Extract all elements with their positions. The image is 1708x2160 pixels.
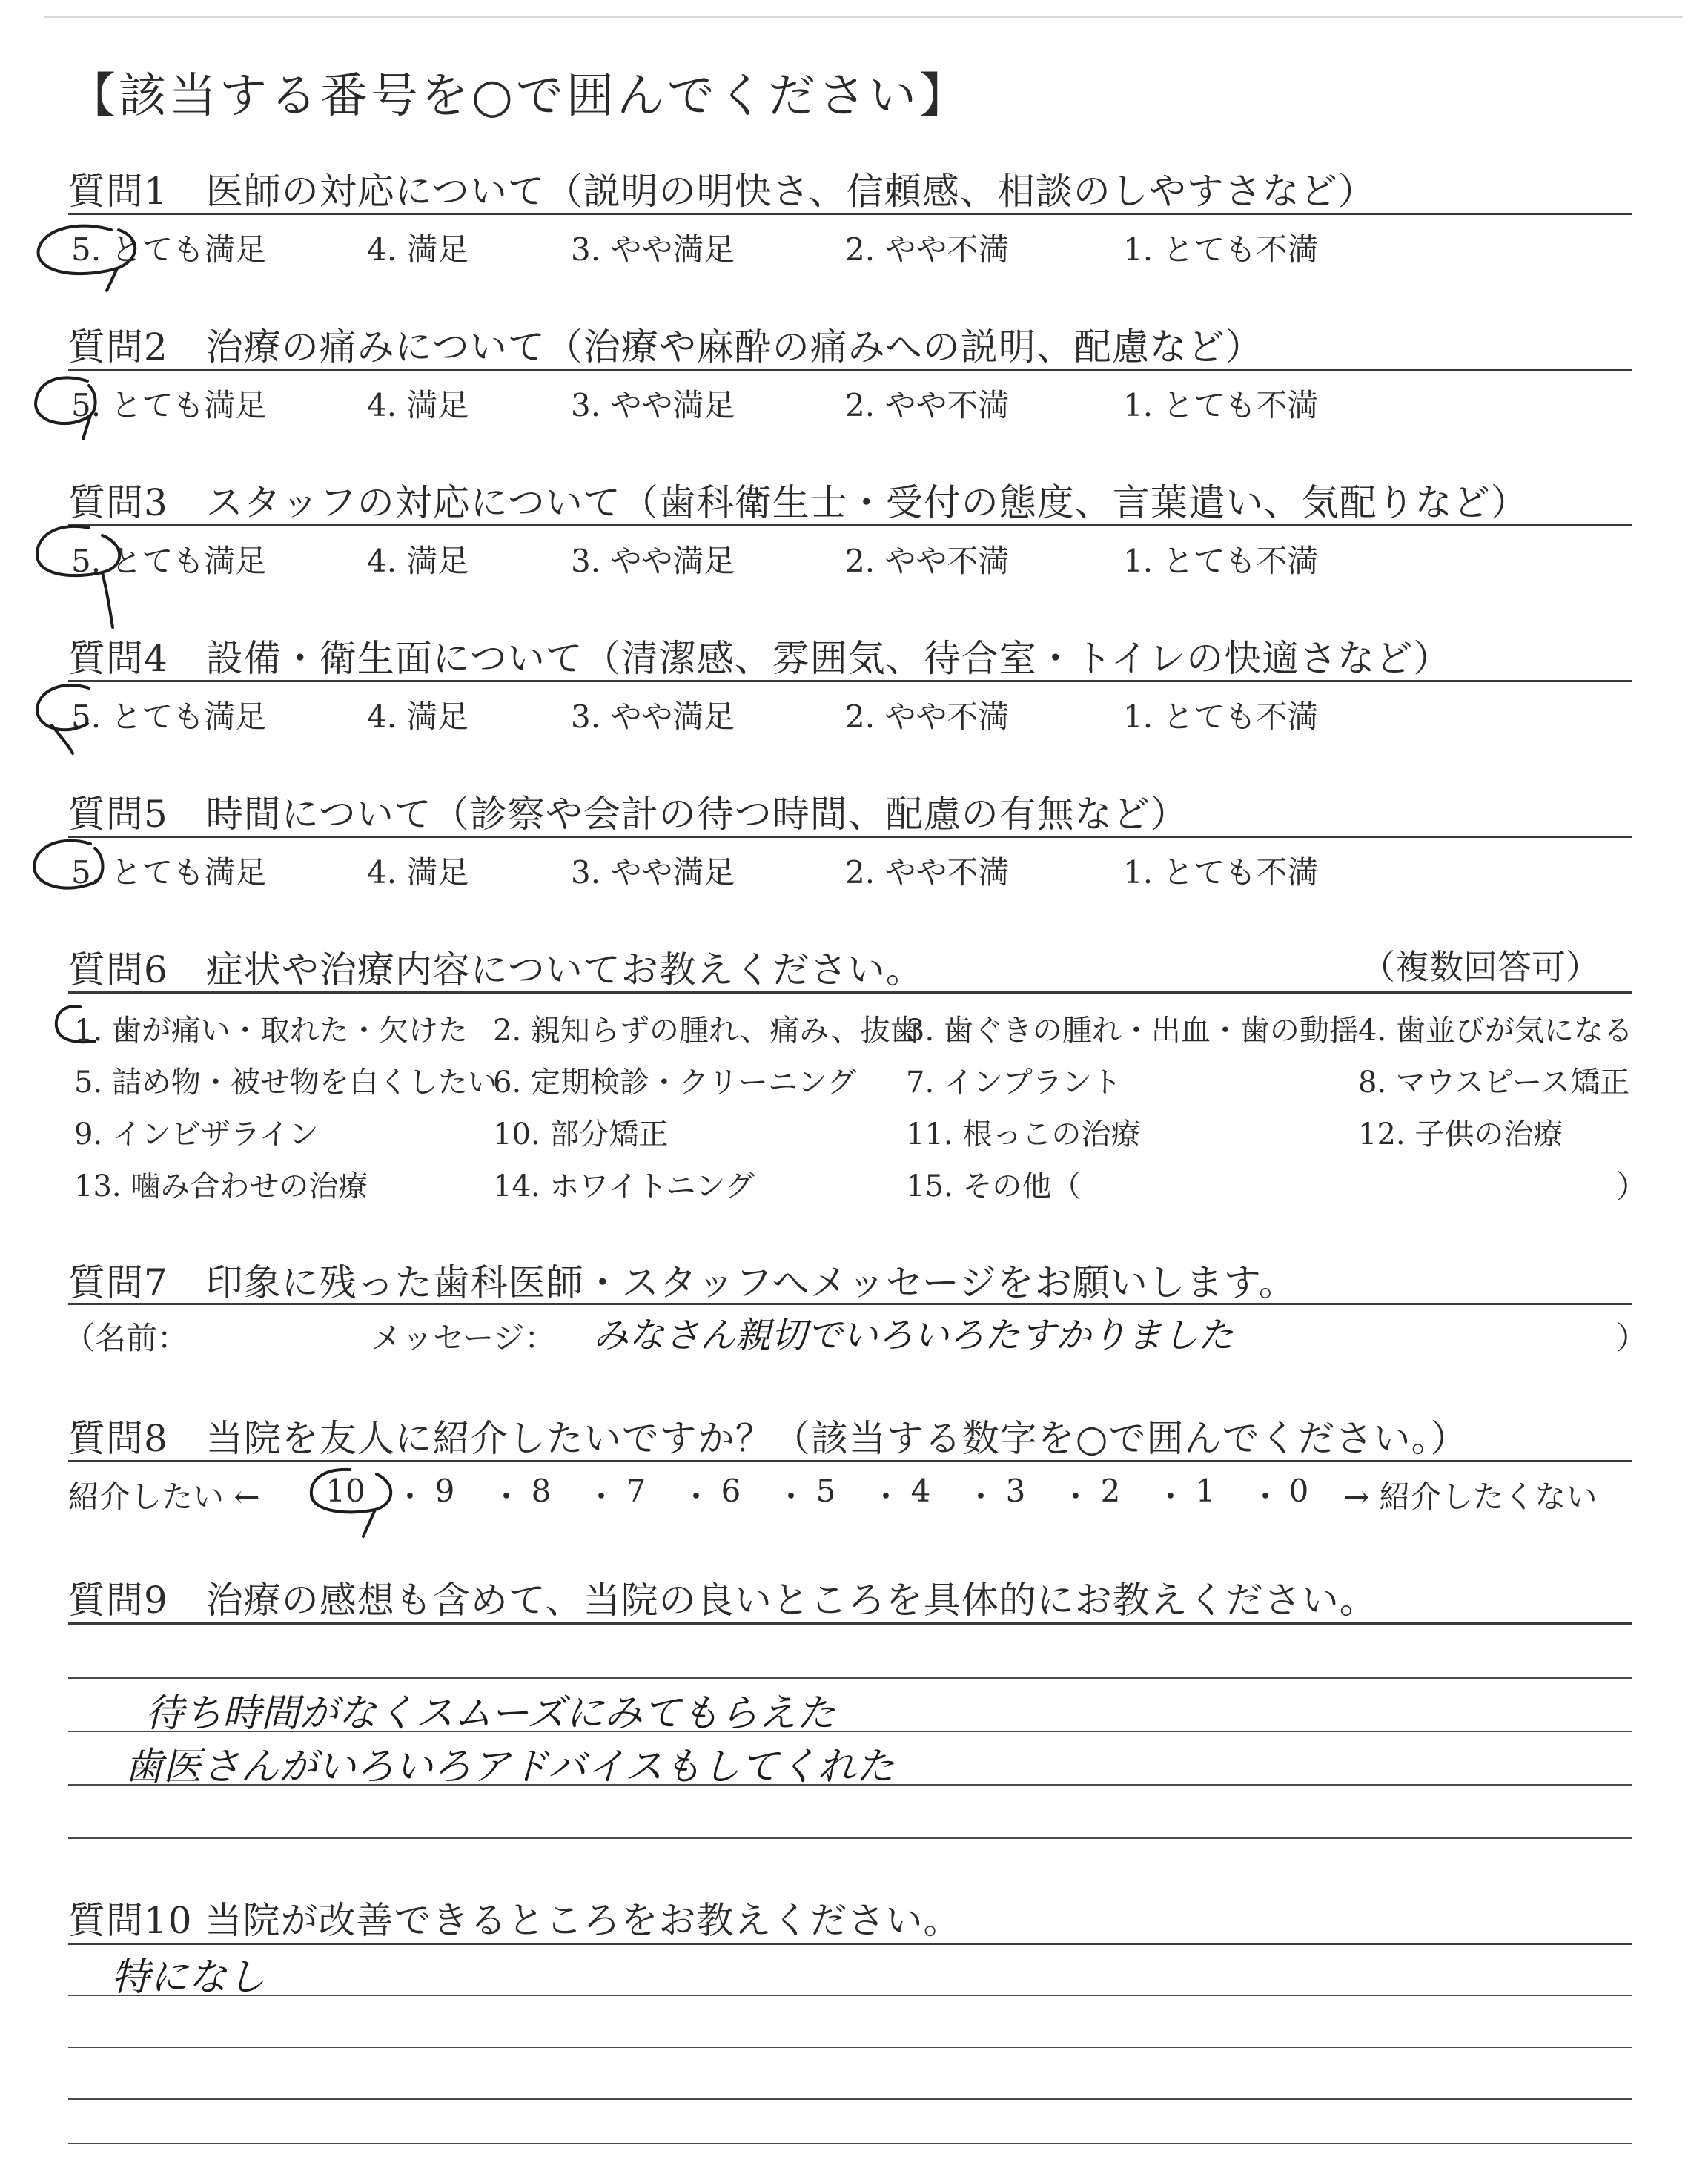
q1-option-3[interactable]: 3. やや満足 (571, 231, 735, 268)
question-1-rule (68, 213, 1632, 215)
q5-option-3[interactable]: 3. やや満足 (571, 854, 735, 891)
q3-option-4[interactable]: 4. 満足 (367, 543, 469, 579)
q4-option-4[interactable]: 4. 満足 (367, 698, 469, 735)
scale-8[interactable]: 8 (531, 1473, 552, 1509)
answer-line (68, 2098, 1632, 2100)
question-1: 質問1 医師の対応について（説明の明快さ、信頼感、相談のしやすさなど） (68, 170, 1376, 213)
question-6-note: （複数回答可） (1361, 947, 1600, 987)
symptom-15-close-paren: ） (1616, 1169, 1648, 1205)
q4-option-1[interactable]: 1. とても不満 (1123, 698, 1319, 735)
q3-option-1[interactable]: 1. とても不満 (1123, 543, 1319, 579)
symptom-12[interactable]: 12. 子供の治療 (1358, 1117, 1563, 1152)
q5-circle-mark (27, 833, 116, 908)
q3-option-2[interactable]: 2. やや不満 (845, 543, 1010, 579)
q1-option-1[interactable]: 1. とても不満 (1123, 231, 1319, 268)
scale-separator: ・ (870, 1479, 902, 1515)
q5-option-5[interactable]: 5. とても満足 (71, 854, 267, 891)
question-9-rule (68, 1622, 1632, 1625)
symptom-14[interactable]: 14. ホワイトニング (493, 1169, 755, 1203)
q3-option-3[interactable]: 3. やや満足 (571, 543, 735, 579)
q3-circle-mark (30, 519, 126, 630)
answer-line (68, 1995, 1632, 1996)
scale-9[interactable]: 9 (434, 1473, 455, 1509)
q8-circle-mark (304, 1462, 400, 1544)
symptom-15[interactable]: 15. その他（ (906, 1169, 1082, 1203)
scale-right-label: → 紹介したくない (1343, 1479, 1598, 1515)
question-9: 質問9 治療の感想も含めて、当院の良いところを具体的にお教えください。 (68, 1579, 1377, 1622)
question-3-rule (68, 524, 1632, 526)
scale-left-label: 紹介したい ← (68, 1479, 260, 1515)
scale-separator: ・ (1060, 1479, 1092, 1515)
question-8: 質問8 当院を友人に紹介したいですか？（該当する数字を○で囲んでください。） (68, 1417, 1469, 1460)
scale-separator: ・ (491, 1479, 523, 1515)
q2-option-1[interactable]: 1. とても不満 (1123, 387, 1319, 423)
answer-line (68, 2047, 1632, 2048)
q2-option-2[interactable]: 2. やや不満 (845, 387, 1010, 423)
scale-3[interactable]: 3 (1005, 1473, 1026, 1509)
q2-option-5[interactable]: 5. とても満足 (71, 387, 267, 423)
q4-option-3[interactable]: 3. やや満足 (571, 698, 735, 735)
q4-circle-mark (30, 676, 111, 758)
q6-circle-mark (50, 1001, 125, 1053)
scale-7[interactable]: 7 (626, 1473, 646, 1509)
page-title: 【該当する番号を○で囲んでください】 (68, 69, 970, 124)
scale-separator: ・ (394, 1479, 426, 1515)
question-10: 質問10 当院が改善できるところをお教えください。 (68, 1899, 961, 1942)
question-8-rule (68, 1460, 1632, 1462)
scale-4[interactable]: 4 (910, 1473, 931, 1509)
symptom-5[interactable]: 5. 詰め物・被せ物を白くしたい (74, 1066, 497, 1100)
message-answer[interactable]: みなさん親切でいろいろたすかりました (593, 1315, 1234, 1356)
scale-separator: ・ (965, 1479, 997, 1515)
scale-10[interactable]: 10 (325, 1473, 365, 1509)
q1-circle-mark (30, 217, 141, 298)
symptom-2[interactable]: 2. 親知らずの腫れ、痛み、抜歯 (493, 1014, 920, 1048)
scale-separator: ・ (1155, 1479, 1187, 1515)
name-label: （名前： (64, 1320, 189, 1356)
message-close-paren: ） (1616, 1320, 1648, 1356)
symptom-13[interactable]: 13. 噛み合わせの治療 (74, 1169, 368, 1203)
q4-option-5[interactable]: 5. とても満足 (71, 698, 267, 735)
message-label: メッセージ： (371, 1320, 556, 1356)
answer-line (68, 1837, 1632, 1839)
symptom-7[interactable]: 7. インプラント (906, 1066, 1122, 1100)
question-7: 質問7 印象に残った歯科医師・スタッフへメッセージをお願いします。 (68, 1261, 1297, 1304)
scale-separator: ・ (681, 1479, 712, 1515)
q1-option-5[interactable]: 5. とても満足 (71, 231, 267, 268)
scale-1[interactable]: 1 (1195, 1473, 1216, 1509)
question-6: 質問6 症状や治療内容についてお教えください。 (68, 948, 924, 991)
q2-option-4[interactable]: 4. 満足 (367, 387, 469, 423)
top-border (44, 16, 1683, 18)
q9-answer-line-2[interactable]: 歯医さんがいろいろアドバイスもしてくれた (125, 1745, 895, 1789)
scale-2[interactable]: 2 (1100, 1473, 1121, 1509)
q4-option-2[interactable]: 2. やや不満 (845, 698, 1010, 735)
q3-option-5[interactable]: 5. とても満足 (71, 543, 267, 579)
question-6-rule (68, 991, 1632, 994)
scale-separator: ・ (1250, 1479, 1282, 1515)
symptom-10[interactable]: 10. 部分矯正 (493, 1117, 669, 1152)
question-2: 質問2 治療の痛みについて（治療や麻酔の痛みへの説明、配慮など） (68, 326, 1263, 369)
symptom-3[interactable]: 3. 歯ぐきの腫れ・出血・歯の動揺 (906, 1014, 1359, 1048)
scale-6[interactable]: 6 (721, 1473, 741, 1509)
scale-0[interactable]: 0 (1288, 1473, 1309, 1509)
q10-answer[interactable]: 特になし (111, 1955, 266, 2000)
symptom-11[interactable]: 11. 根っこの治療 (906, 1117, 1141, 1152)
question-10-rule (68, 1943, 1632, 1945)
symptom-4[interactable]: 4. 歯並びが気になる (1358, 1014, 1633, 1048)
symptom-8[interactable]: 8. マウスピース矯正 (1358, 1066, 1630, 1100)
q5-option-1[interactable]: 1. とても不満 (1123, 854, 1319, 891)
symptom-9[interactable]: 9. インビザライン (74, 1117, 319, 1152)
question-4: 質問4 設備・衛生面について（清潔感、雰囲気、待合室・トイレの快適さなど） (68, 637, 1452, 680)
answer-line (68, 1677, 1632, 1679)
scale-5[interactable]: 5 (815, 1473, 836, 1509)
question-5-rule (68, 836, 1632, 838)
q1-option-2[interactable]: 2. やや不満 (845, 231, 1010, 268)
q9-answer-line-1[interactable]: 待ち時間がなくスムーズにみてもらえた (145, 1691, 835, 1736)
q5-option-4[interactable]: 4. 満足 (367, 854, 469, 891)
q5-option-2[interactable]: 2. やや不満 (845, 854, 1010, 891)
answer-line (68, 2143, 1632, 2144)
question-5: 質問5 時間について（診察や会計の待つ時間、配慮の有無など） (68, 793, 1188, 836)
scale-separator: ・ (586, 1479, 618, 1515)
q2-option-3[interactable]: 3. やや満足 (571, 387, 735, 423)
question-7-rule (68, 1303, 1632, 1305)
question-4-rule (68, 680, 1632, 682)
symptom-6[interactable]: 6. 定期検診・クリーニング (493, 1066, 857, 1100)
question-2-rule (68, 369, 1632, 371)
q2-circle-mark (30, 371, 111, 445)
scale-separator: ・ (775, 1479, 807, 1515)
question-3: 質問3 スタッフの対応について（歯科衛生士・受付の態度、言葉遣い、気配りなど） (68, 481, 1529, 524)
q1-option-4[interactable]: 4. 満足 (367, 231, 469, 268)
symptom-1[interactable]: 1. 歯が痛い・取れた・欠けた (74, 1014, 468, 1048)
